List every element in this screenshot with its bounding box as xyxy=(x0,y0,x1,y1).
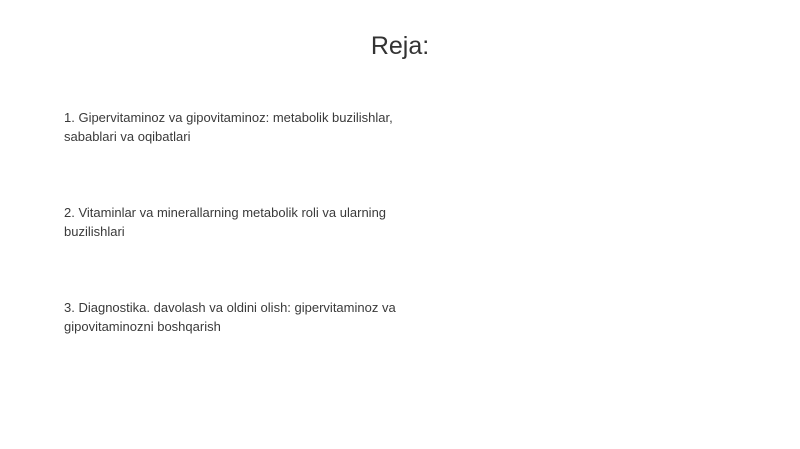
plan-item-2: 2. Vitaminlar va minerallarning metabolik roli va ularning buzilishlari xyxy=(64,205,387,239)
plan-item-1: 1. Gipervitaminoz va gipovitaminoz: metabolik buzilishlar, sabablari va oqibatlari xyxy=(64,110,393,144)
slide-title: Reja: xyxy=(370,32,430,60)
plan-item-3: 3. Diagnostika. davolash va oldini olish: gipervitaminoz va gipovitaminozni boshqarish xyxy=(64,300,396,334)
plan-list xyxy=(64,108,424,393)
